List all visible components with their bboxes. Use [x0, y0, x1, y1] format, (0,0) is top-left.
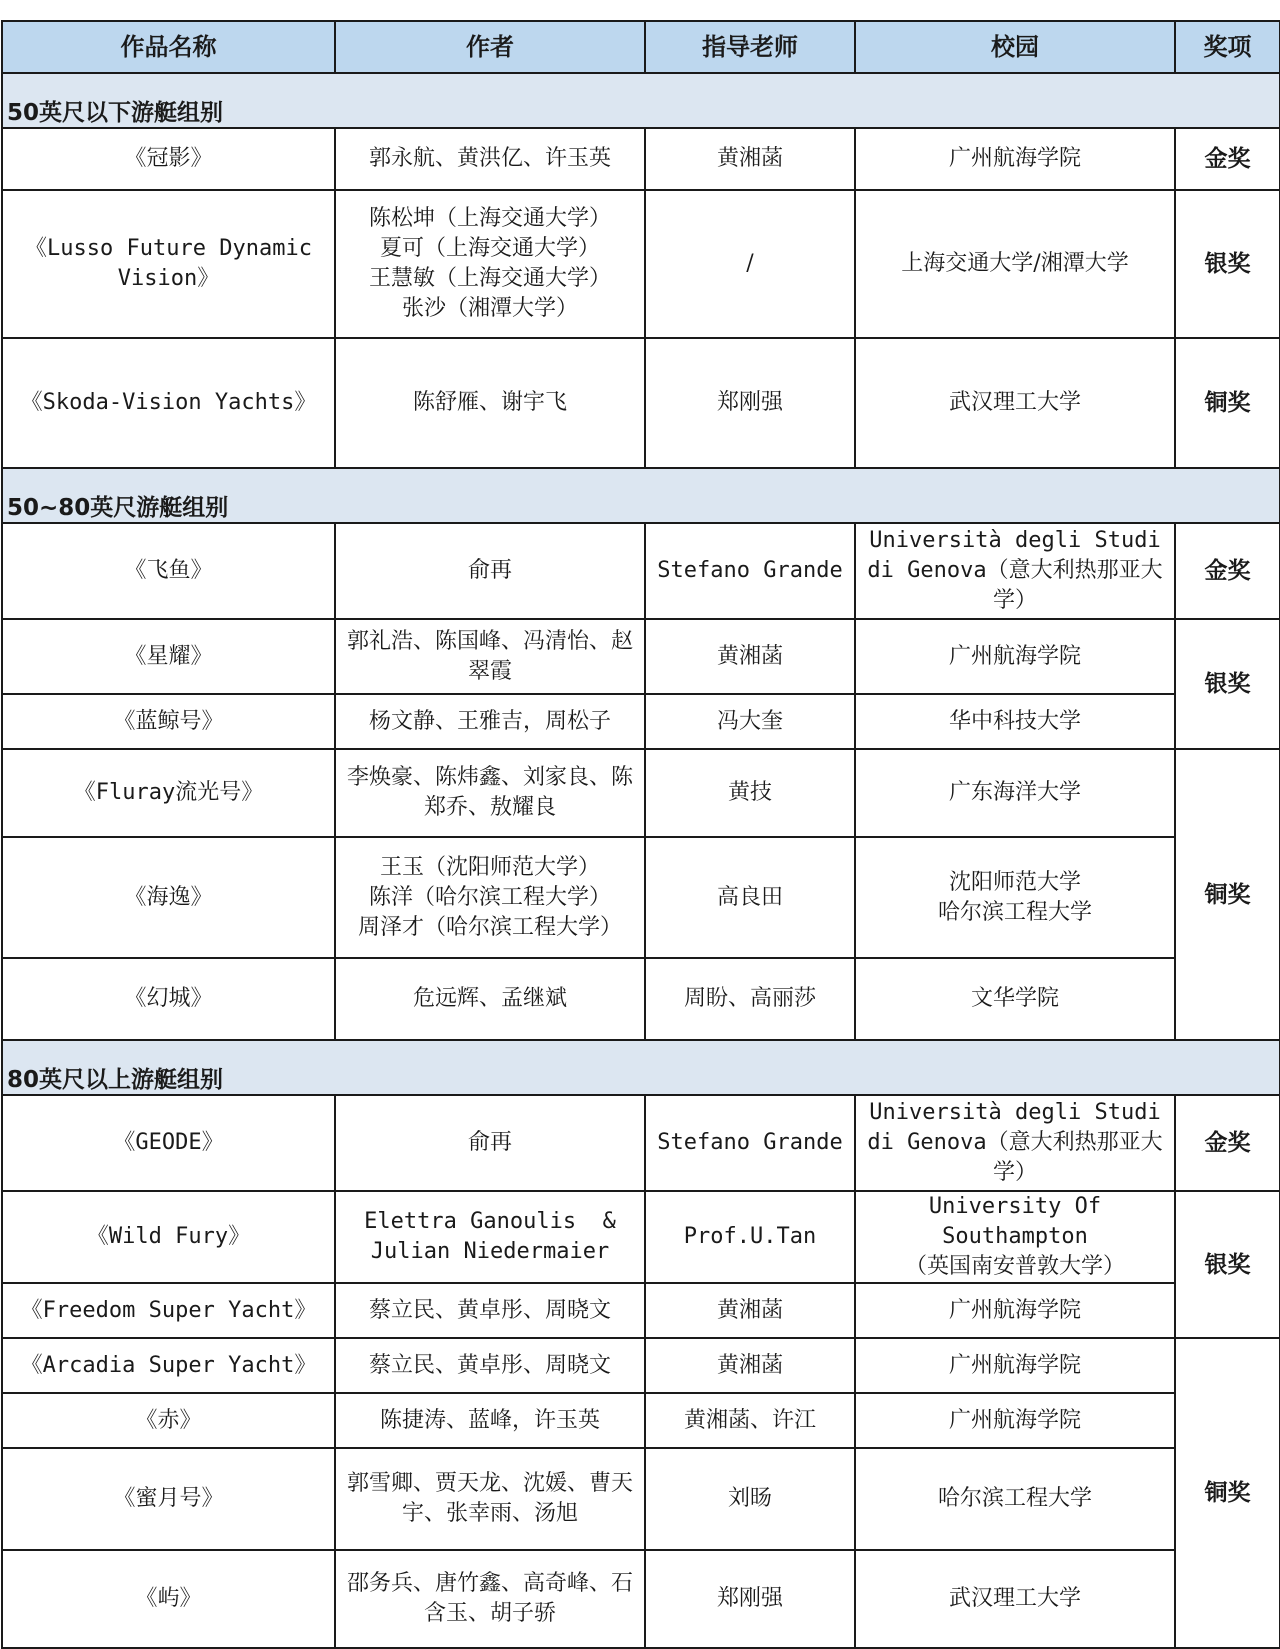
advisor-cell: 周盼、高丽莎: [645, 958, 855, 1040]
author-line: 危远辉、孟继斌: [412, 986, 567, 1011]
header-author: 作者: [335, 21, 645, 73]
award-cell: 铜奖: [1175, 1338, 1280, 1648]
advisor-cell: Stefano Grande: [645, 1095, 855, 1191]
award-cell: 金奖: [1175, 1095, 1280, 1191]
author-line: 俞再: [467, 1130, 512, 1155]
table-row: [2, 958, 1280, 1040]
author-line: 郭雪卿、贾天龙、沈媛、曹天宇、张幸雨、汤旭: [346, 1471, 633, 1526]
work-cell: 《蜜月号》: [2, 1448, 335, 1550]
work-cell: 《Skoda-Vision Yachts》: [2, 338, 335, 468]
author-cell: [335, 1191, 645, 1283]
advisor-cell: 黄湘菡: [645, 1283, 855, 1338]
author-cell: [335, 1283, 645, 1338]
award-cell: 银奖: [1175, 1191, 1280, 1338]
campus-line: University Of Southampton: [928, 1194, 1102, 1249]
campus-cell: 上海交通大学/湘潭大学: [855, 190, 1175, 338]
campus-cell: 广东海洋大学: [855, 749, 1175, 837]
advisor-cell: 冯大奎: [645, 694, 855, 749]
header-advisor: 指导老师: [645, 21, 855, 73]
campus-cell: [855, 1191, 1175, 1283]
author-cell: [335, 128, 645, 190]
author-cell: [335, 1393, 645, 1448]
advisor-cell: 黄湘菡、许江: [645, 1393, 855, 1448]
author-line: Elettra Ganoulis &: [364, 1209, 616, 1234]
author-cell: [335, 749, 645, 837]
advisor-cell: 刘旸: [645, 1448, 855, 1550]
section-row: [2, 1040, 1280, 1095]
advisor-cell: 黄湘菡: [645, 1338, 855, 1393]
author-line: 邵务兵、唐竹鑫、高奇峰、石含玉、胡子骄: [346, 1571, 633, 1626]
advisor-cell: Stefano Grande: [645, 523, 855, 619]
work-cell: 《Lusso Future Dynamic Vision》: [2, 190, 335, 338]
author-line: 郭礼浩、陈国峰、冯清怡、赵翠霞: [346, 628, 633, 684]
award-cell: 铜奖: [1175, 338, 1280, 468]
campus-line: 沈阳师范大学: [948, 869, 1081, 895]
award-cell: 铜奖: [1175, 749, 1280, 1040]
author-line: 陈捷涛、蓝峰，许玉英: [379, 1407, 600, 1433]
campus-cell: 广州航海学院: [855, 1338, 1175, 1393]
campus-line: 哈尔滨工程大学: [937, 899, 1092, 925]
author-cell: [335, 338, 645, 468]
work-cell: 《飞鱼》: [2, 523, 335, 619]
table-row: [2, 1550, 1280, 1648]
table-row: [2, 1283, 1280, 1338]
author-line: 张沙（湘潭大学）: [401, 296, 578, 321]
table-row: [2, 1338, 1280, 1393]
table-row: [2, 1448, 1280, 1550]
author-cell: [335, 619, 645, 694]
work-cell: 《Arcadia Super Yacht》: [2, 1338, 335, 1393]
author-line: 王慧敏（上海交通大学）: [368, 266, 611, 291]
award-cell: 金奖: [1175, 523, 1280, 619]
header-campus: 校园: [855, 21, 1175, 73]
author-cell: [335, 1095, 645, 1191]
award-cell: 银奖: [1175, 619, 1280, 749]
author-line: 陈松坤（上海交通大学）: [368, 206, 611, 231]
header-row: [2, 21, 1280, 73]
section-row: [2, 73, 1280, 128]
author-cell: [335, 1550, 645, 1648]
campus-cell: 文华学院: [855, 958, 1175, 1040]
header-award: 奖项: [1175, 21, 1280, 73]
campus-cell: Università degli Studi di Genova（意大利热那亚大学）: [855, 523, 1175, 619]
award-cell: 银奖: [1175, 190, 1280, 338]
author-cell: [335, 1338, 645, 1393]
table-row: [2, 1191, 1280, 1283]
award-results-table: [1, 20, 1280, 1649]
author-cell: [335, 958, 645, 1040]
campus-line: （英国南安普敦大学）: [904, 1254, 1125, 1279]
author-line: 蔡立民、黄卓彤、周晓文: [368, 1297, 611, 1323]
campus-cell: Università degli Studi di Genova（意大利热那亚大学）: [855, 1095, 1175, 1191]
advisor-cell: 黄湘菡: [645, 128, 855, 190]
campus-cell: 广州航海学院: [855, 1393, 1175, 1448]
work-cell: 《Wild Fury》: [2, 1191, 335, 1283]
campus-cell: 哈尔滨工程大学: [855, 1448, 1175, 1550]
author-cell: [335, 190, 645, 338]
table-row: [2, 1095, 1280, 1191]
author-line: 夏可（上海交通大学）: [379, 236, 600, 261]
campus-cell: [855, 837, 1175, 958]
author-line: 杨文静、王雅吉，周松子: [368, 708, 611, 734]
advisor-cell: 黄技: [645, 749, 855, 837]
work-cell: 《幻城》: [2, 958, 335, 1040]
author-line: 王玉（沈阳师范大学）: [379, 854, 600, 880]
campus-cell: 华中科技大学: [855, 694, 1175, 749]
table-row: [2, 128, 1280, 190]
table-row: [2, 694, 1280, 749]
author-line: 蔡立民、黄卓彤、周晓文: [368, 1352, 611, 1378]
advisor-cell: 郑刚强: [645, 1550, 855, 1648]
author-line: 陈洋（哈尔滨工程大学）: [368, 884, 611, 910]
author-line: 俞再: [467, 558, 512, 583]
work-cell: 《Fluray流光号》: [2, 749, 335, 837]
table-row: [2, 190, 1280, 338]
advisor-cell: 黄湘菡: [645, 619, 855, 694]
section-title: 50英尺以下游艇组别: [2, 73, 1280, 128]
author-cell: [335, 1448, 645, 1550]
header-work: 作品名称: [2, 21, 335, 73]
section-title: 50~80英尺游艇组别: [2, 468, 1280, 523]
work-cell: 《星耀》: [2, 619, 335, 694]
author-cell: [335, 523, 645, 619]
table-row: [2, 837, 1280, 958]
campus-cell: 广州航海学院: [855, 1283, 1175, 1338]
author-line: 李焕豪、陈炜鑫、刘家良、陈郑乔、敖耀良: [346, 765, 633, 820]
table-row: [2, 338, 1280, 468]
author-line: 周泽才（哈尔滨工程大学）: [357, 914, 622, 940]
author-line: 陈舒雁、谢宇飞: [412, 390, 567, 415]
advisor-cell: 郑刚强: [645, 338, 855, 468]
campus-cell: 武汉理工大学: [855, 1550, 1175, 1648]
table-row: [2, 1393, 1280, 1448]
campus-cell: 广州航海学院: [855, 128, 1175, 190]
work-cell: 《蓝鲸号》: [2, 694, 335, 749]
work-cell: 《冠影》: [2, 128, 335, 190]
table-row: [2, 619, 1280, 694]
work-cell: 《屿》: [2, 1550, 335, 1648]
author-line: 郭永航、黄洪亿、许玉英: [368, 146, 611, 171]
work-cell: 《赤》: [2, 1393, 335, 1448]
author-cell: [335, 694, 645, 749]
work-cell: 《Freedom Super Yacht》: [2, 1283, 335, 1338]
section-row: [2, 468, 1280, 523]
campus-cell: 武汉理工大学: [855, 338, 1175, 468]
advisor-cell: 高良田: [645, 837, 855, 958]
campus-cell: 广州航海学院: [855, 619, 1175, 694]
advisor-cell: Prof.U.Tan: [645, 1191, 855, 1283]
table-row: [2, 523, 1280, 619]
work-cell: 《GEODE》: [2, 1095, 335, 1191]
author-cell: [335, 837, 645, 958]
work-cell: 《海逸》: [2, 837, 335, 958]
advisor-cell: /: [645, 190, 855, 338]
section-title: 80英尺以上游艇组别: [2, 1040, 1280, 1095]
award-cell: 金奖: [1175, 128, 1280, 190]
author-line: Julian Niedermaier: [370, 1239, 610, 1264]
table-row: [2, 749, 1280, 837]
